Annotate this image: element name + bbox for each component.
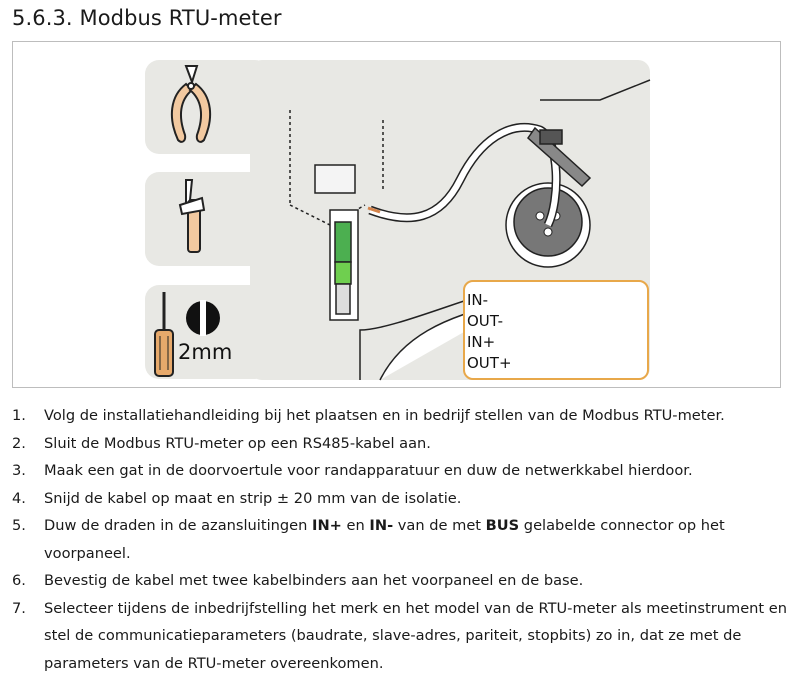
- step-text: Volg de installatiehandleiding bij het plaatsen en in bedrijf stellen van de Modbus RTU-meter.: [44, 407, 725, 424]
- step-number: 6.: [12, 567, 26, 595]
- step-emphasis: IN-: [369, 517, 393, 534]
- step-text: Maak een gat in de doorvoertule voor randapparatuur en duw de netwerkkabel hierdoor.: [44, 462, 693, 479]
- step-text: Sluit de Modbus RTU-meter op een RS485-kabel aan.: [44, 435, 431, 452]
- step-text: en: [342, 517, 370, 534]
- step-item: [12, 402, 792, 430]
- step-emphasis: BUS: [486, 517, 520, 534]
- step-item: [12, 567, 792, 595]
- step-text: gelabelde connector op het voorpaneel.: [44, 517, 725, 562]
- step-item: [12, 485, 792, 513]
- screwdriver-icon: [155, 292, 173, 376]
- step-number: 7.: [12, 595, 26, 623]
- step-item: [12, 430, 792, 458]
- step-text: Snijd de kabel op maat en strip ± 20 mm van de isolatie.: [44, 490, 461, 507]
- section-heading: 5.6.3. Modbus RTU-meter: [12, 6, 282, 30]
- step-number: 3.: [12, 457, 26, 485]
- step-number: 2.: [12, 430, 26, 458]
- step-text: Selecteer tijdens de inbedrijfstelling het merk en het model van de RTU-meter als meetinstrument en stel de communicatieparameters (baudrate, slave-adres, pariteit, stopbits) zo in, dat ze met de parameters van de RTU-meter overeenkomen.: [44, 600, 787, 672]
- pin-label-in-minus: IN-: [467, 292, 488, 308]
- wire-stripper-icon: [180, 180, 204, 252]
- step-emphasis: IN+: [312, 517, 342, 534]
- screwdriver-size-label: 2mm: [178, 340, 232, 364]
- step-item: [12, 457, 792, 485]
- step-text: Duw de draden in de azansluitingen: [44, 517, 312, 534]
- pin-label-out-minus: OUT-: [467, 313, 503, 329]
- step-item: [12, 512, 792, 567]
- step-text: van de met: [393, 517, 486, 534]
- pin-label-out-plus: OUT+: [467, 355, 512, 371]
- step-number: 4.: [12, 485, 26, 513]
- instruction-steps: [12, 402, 792, 677]
- step-number: 1.: [12, 402, 26, 430]
- step-number: 5.: [12, 512, 26, 540]
- flat-head-icon: [186, 300, 220, 336]
- step-item: [12, 595, 792, 677]
- wire-cutter-icon: [172, 66, 210, 142]
- pin-label-in-plus: IN+: [467, 334, 495, 350]
- step-text: Bevestig de kabel met twee kabelbinders aan het voorpaneel en de base.: [44, 572, 583, 589]
